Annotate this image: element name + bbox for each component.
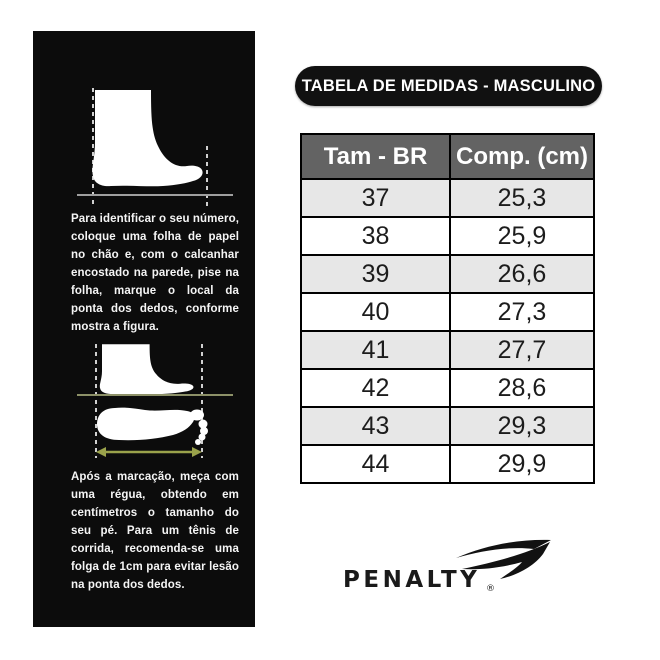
- table-header-row: [301, 134, 594, 179]
- foot-length-figure: [75, 338, 235, 463]
- size-cell-br: 38: [301, 217, 450, 255]
- length-arrow: [96, 447, 202, 457]
- size-cell-br: 44: [301, 445, 450, 483]
- size-cell-br: 37: [301, 179, 450, 217]
- footprint-silhouette: [97, 408, 208, 445]
- foot-side-view-figure: [75, 80, 235, 215]
- measure-instruction-2: Após a marcação, meça com uma régua, obtendo em centímetros o tamanho do seu pé. Para um tênis de corrida, recomenda-se uma folga de 1cm para evitar lesão na ponta dos dedos.: [71, 471, 239, 591]
- size-cell-cm: 28,6: [450, 369, 594, 407]
- penalty-logo: [338, 535, 568, 620]
- size-cell-br: 41: [301, 331, 450, 369]
- size-row: [301, 217, 594, 255]
- size-cell-br: 43: [301, 407, 450, 445]
- size-row: [301, 293, 594, 331]
- size-row: [301, 445, 594, 483]
- size-row: [301, 331, 594, 369]
- table-title: TABELA DE MEDIDAS - MASCULINO: [301, 76, 596, 95]
- penalty-wordmark: PENALTY: [343, 567, 481, 593]
- size-cell-cm: 25,9: [450, 217, 594, 255]
- size-row: [301, 179, 594, 217]
- instructions-panel: [33, 31, 255, 627]
- size-row: [301, 255, 594, 293]
- size-cell-br: 42: [301, 369, 450, 407]
- table-title-pill: [295, 66, 602, 106]
- size-cell-cm: 25,3: [450, 179, 594, 217]
- foot-silhouette: [92, 90, 202, 186]
- side-foot-silhouette: [100, 344, 194, 394]
- size-cell-cm: 29,9: [450, 445, 594, 483]
- measure-instruction-1: Para identificar o seu número, coloque uma folha de papel no chão e, com o calcanhar encostado na parede, pise na folha, marque o local da ponta dos dedos, conforme mostra a figura.: [71, 213, 239, 333]
- size-table: [300, 133, 595, 484]
- size-cell-cm: 27,7: [450, 331, 594, 369]
- size-cell-cm: 27,3: [450, 293, 594, 331]
- size-cell-br: 39: [301, 255, 450, 293]
- size-cell-br: 40: [301, 293, 450, 331]
- size-cell-cm: 26,6: [450, 255, 594, 293]
- table-header-size: Tam - BR: [301, 134, 450, 179]
- size-row: [301, 369, 594, 407]
- size-cell-cm: 29,3: [450, 407, 594, 445]
- size-row: [301, 407, 594, 445]
- table-header-length: Comp. (cm): [450, 134, 594, 179]
- registered-mark: ®: [486, 584, 495, 594]
